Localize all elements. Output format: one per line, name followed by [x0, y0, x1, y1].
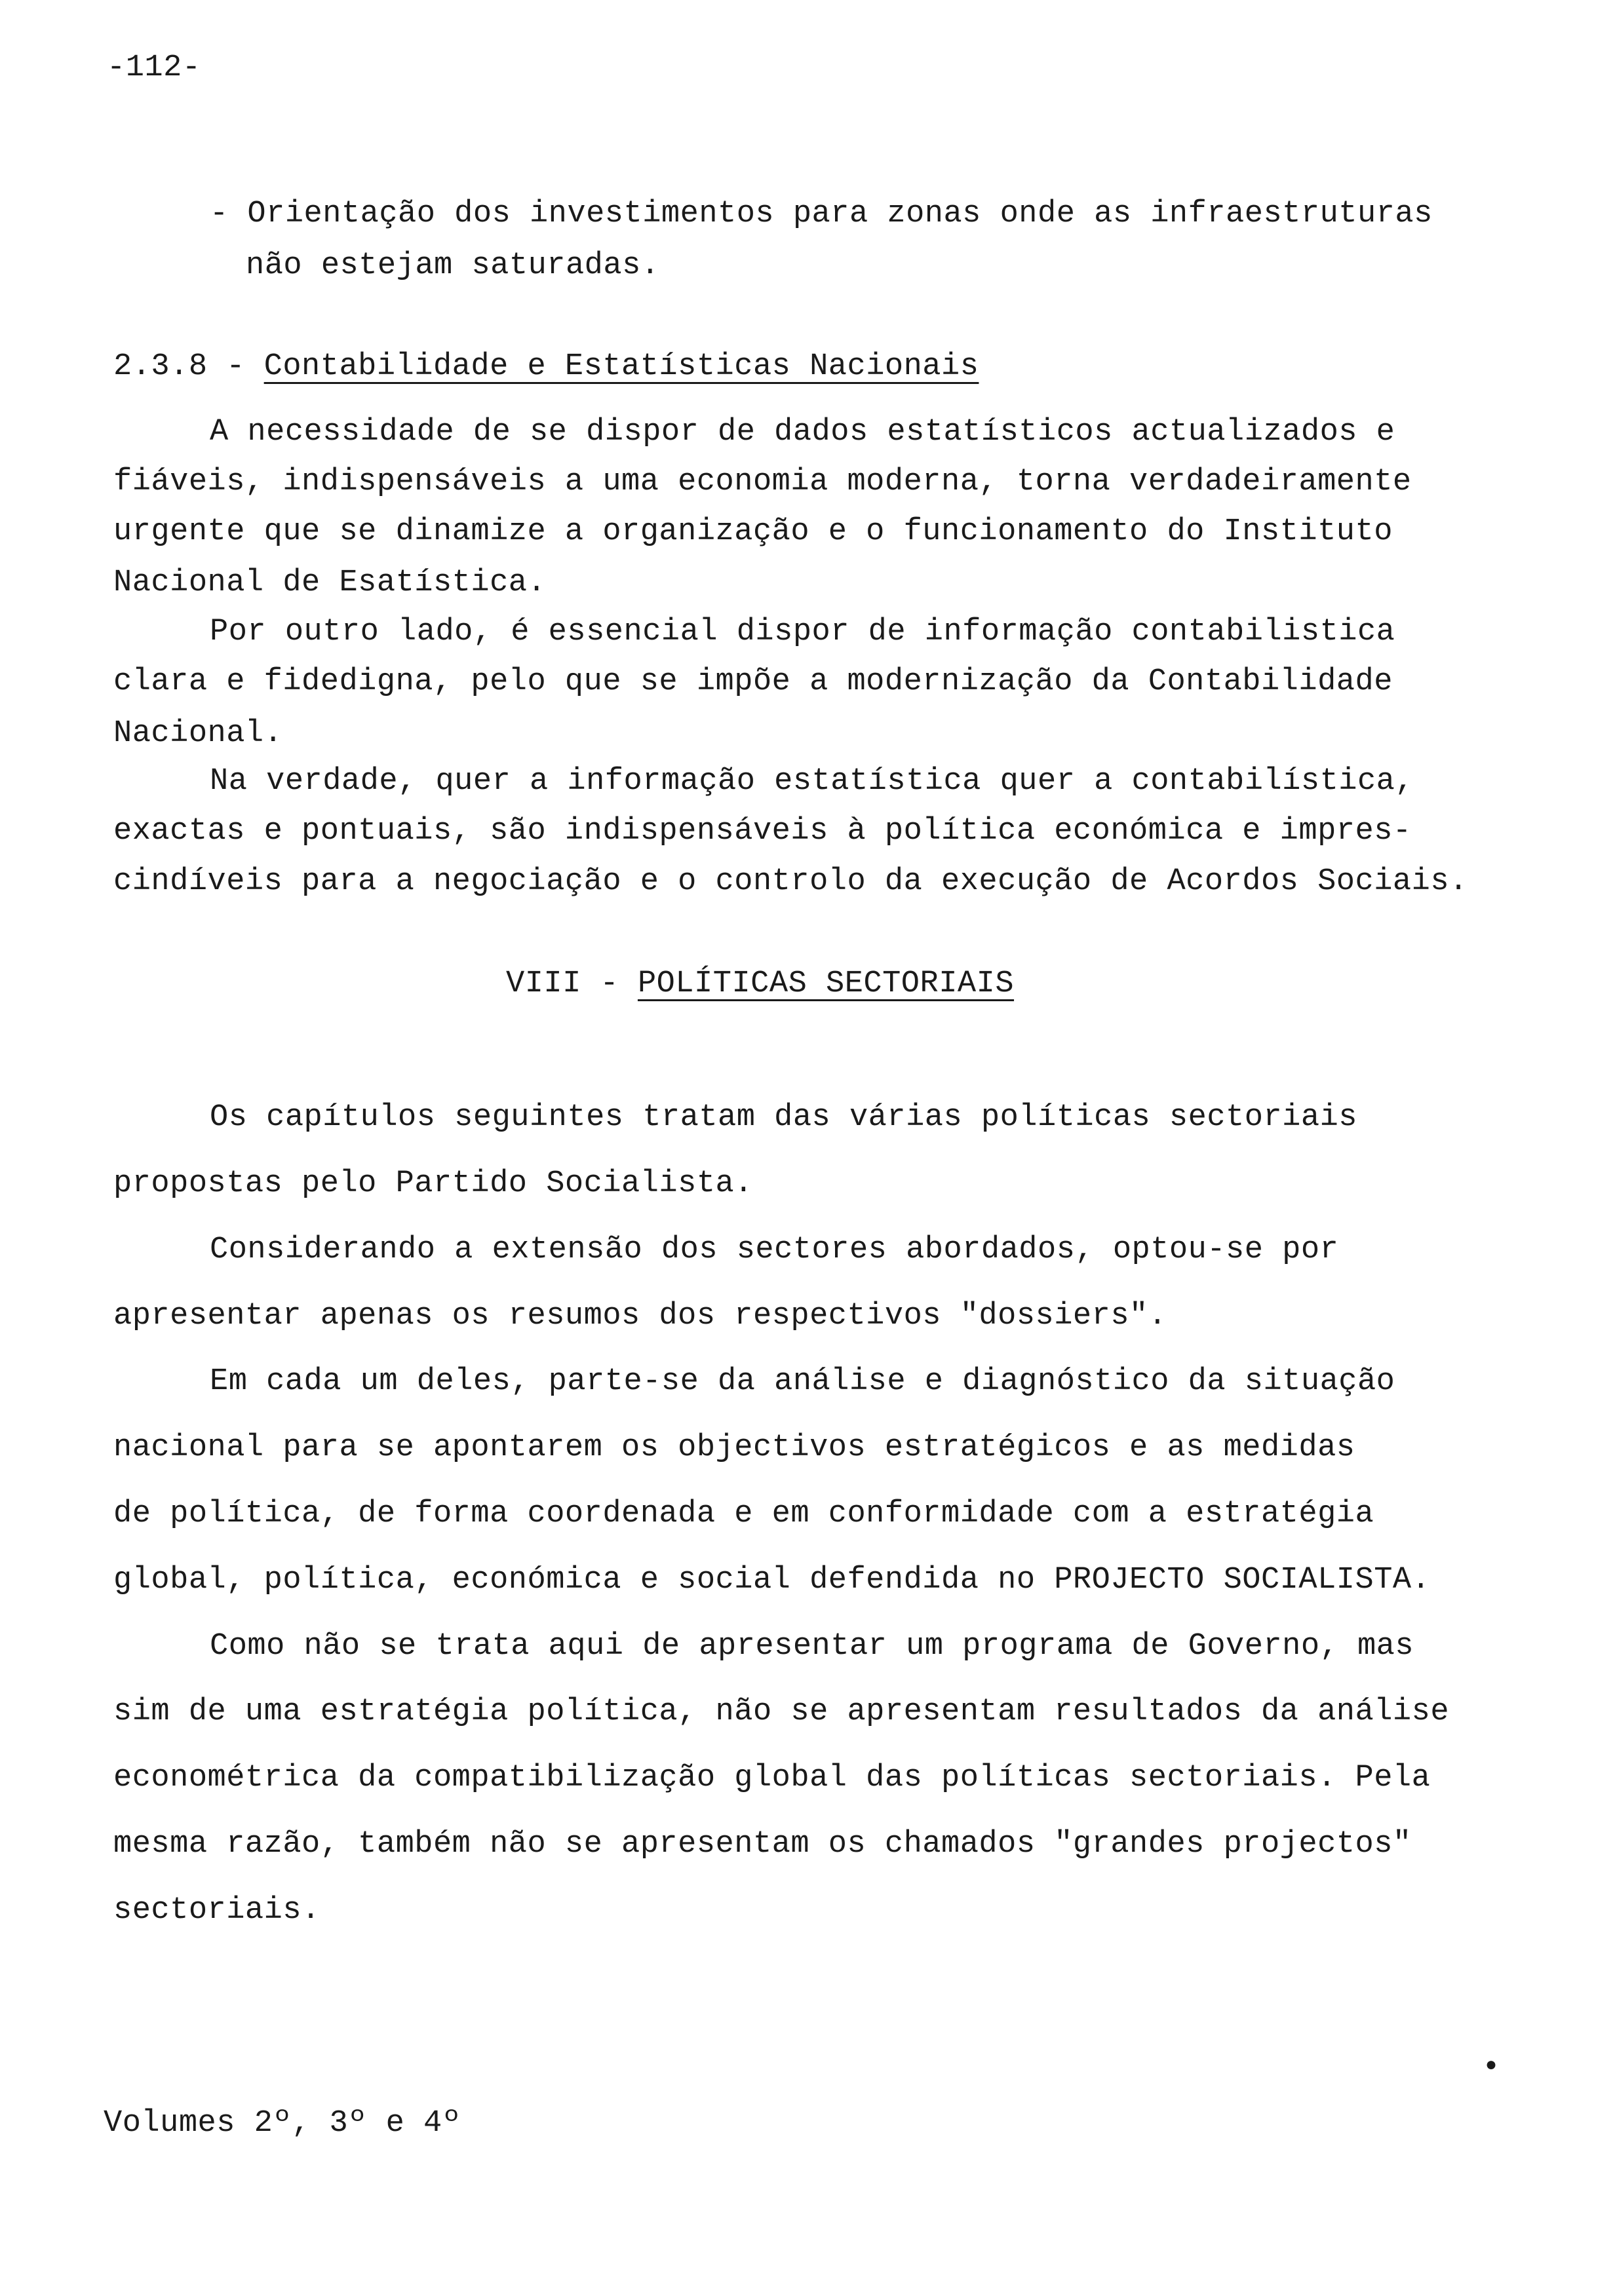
- chapter-heading: [506, 968, 1014, 999]
- section-heading: [113, 351, 979, 382]
- chapter-prefix: VIII -: [506, 966, 638, 1001]
- paragraph-line: de política, de forma coordenada e em conformidade com a estratégia: [113, 1497, 1374, 1531]
- scan-mark: ●: [1485, 2055, 1498, 2077]
- chapter-title: POLÍTICAS SECTORIAIS: [637, 966, 1015, 1001]
- paragraph-line: Nacional de Esatística.: [113, 565, 547, 600]
- section-number: 2.3.8 -: [113, 349, 264, 384]
- paragraph-line: Os capítulos seguintes tratam das várias políticas sectoriais: [210, 1100, 1357, 1135]
- paragraph-line: cindíveis para a negociação e o controlo da execução de Acordos Sociais.: [113, 864, 1468, 899]
- paragraph-line: global, política, económica e social defendida no PROJECTO SOCIALISTA.: [113, 1563, 1431, 1598]
- paragraph-line: Na verdade, quer a informação estatística quer a contabilística,: [210, 764, 1414, 799]
- paragraph-line: Em cada um deles, parte-se da análise e diagnóstico da situação: [210, 1364, 1395, 1399]
- paragraph-line: A necessidade de se dispor de dados estatísticos actualizados e: [210, 415, 1395, 450]
- paragraph-line: Considerando a extensão dos sectores abordados, optou-se por: [210, 1233, 1339, 1267]
- paragraph-line: sectoriais.: [113, 1893, 321, 1928]
- paragraph-line: sim de uma estratégia política, não se apresentam resultados da análise: [113, 1694, 1450, 1729]
- paragraph-line: Como não se trata aqui de apresentar um programa de Governo, mas: [210, 1629, 1414, 1664]
- paragraph-line: nacional para se apontarem os objectivos estratégicos e as medidas: [113, 1430, 1355, 1465]
- paragraph-line: urgente que se dinamize a organização e o funcionamento do Instituto: [113, 514, 1393, 549]
- paragraph-line: fiáveis, indispensáveis a uma economia moderna, torna verdadeiramente: [113, 465, 1412, 499]
- paragraph-line: Por outro lado, é essencial dispor de informação contabilistica: [210, 615, 1395, 649]
- bullet-line: não estejam saturadas.: [246, 248, 660, 283]
- footer-volumes: Volumes 2º, 3º e 4º: [104, 2106, 461, 2141]
- paragraph-line: econométrica da compatibilização global das políticas sectoriais. Pela: [113, 1761, 1431, 1795]
- paragraph-line: exactas e pontuais, são indispensáveis à política económica e impres-: [113, 814, 1412, 849]
- paragraph-line: mesma razão, também não se apresentam os chamados "grandes projectos": [113, 1827, 1412, 1862]
- paragraph-line: Nacional.: [113, 716, 283, 751]
- paragraph-line: propostas pelo Partido Socialista.: [113, 1166, 753, 1201]
- paragraph-line: apresentar apenas os resumos dos respectivos "dossiers".: [113, 1299, 1167, 1333]
- bullet-line: - Orientação dos investimentos para zonas onde as infraestruturas: [210, 197, 1433, 231]
- page-number: -112-: [107, 50, 201, 85]
- section-title: Contabilidade e Estatísticas Nacionais: [263, 349, 979, 384]
- paragraph-line: clara e fidedigna, pelo que se impõe a modernização da Contabilidade: [113, 664, 1393, 699]
